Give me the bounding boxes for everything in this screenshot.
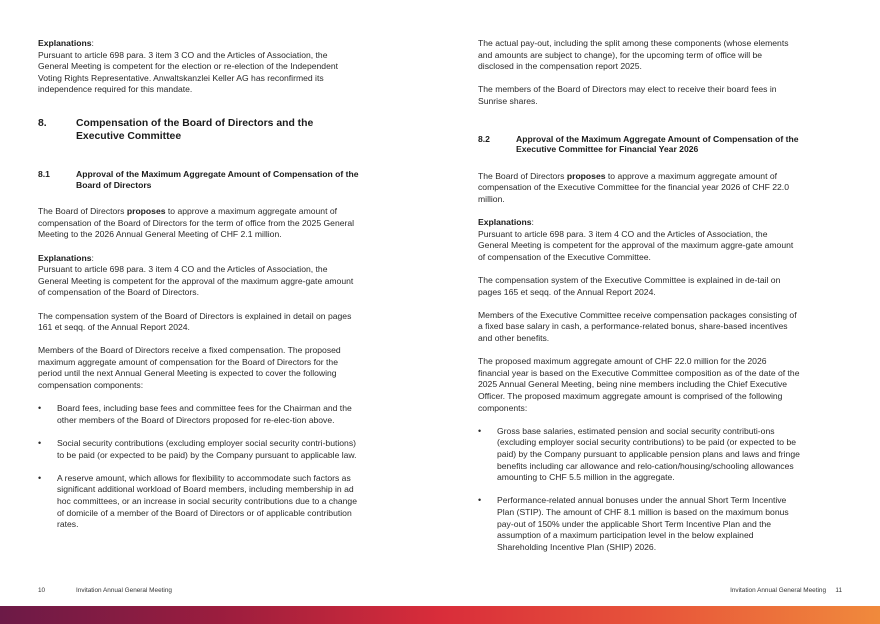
brand-gradient-bar bbox=[0, 606, 880, 624]
text-run: to approve a maximum aggregate amount of compensation of the Board of Directors for the term of office from the 2025 General Meeting to the 2026 Annual General Meeting of CHF 2.1 million. bbox=[38, 206, 355, 240]
left-column bbox=[38, 38, 360, 542]
subsection-heading-8-1 bbox=[38, 169, 360, 190]
subsection-heading-8-2 bbox=[478, 134, 800, 155]
body-paragraph: The compensation system of the Board of Directors is explained in detail on pages 161 et seqq. of the Annual Report 2024. bbox=[38, 310, 352, 333]
proposal-paragraph bbox=[38, 206, 360, 241]
list-item-text: A reserve amount, which allows for flexibility to accommodate such factors as significant additional workload of Board members, including membership in ad hoc committees, or an increase in social security contributions due to a change of domicile of a member of the Board of Directors or of applicable contribution rates. bbox=[57, 472, 357, 530]
explanation-label: Explanations bbox=[38, 252, 92, 263]
text-run: to approve a maximum aggregate amount of compensation of the Executive Committee for the financial year 2026 of CHF 22.0 million. bbox=[478, 170, 789, 204]
bullet-icon: • bbox=[38, 403, 42, 414]
bullet-list bbox=[38, 403, 360, 531]
body-paragraph: The actual pay-out, including the split among these components (whose elements and amounts are subject to change), for the upcoming term of office will be disclosed in the compensation report 2025. bbox=[478, 38, 789, 72]
body-paragraph: Members of the Board of Directors receive a fixed compensation. The proposed maximum aggregate amount of compensation for the Board of Directors for the period until the next Annual General Meeting is expected to cover the following compensation components: bbox=[38, 345, 341, 391]
list-item bbox=[38, 438, 360, 461]
section-heading-8 bbox=[38, 117, 360, 143]
subsection-number: 8.2 bbox=[478, 133, 490, 144]
explanation-text: Pursuant to article 698 para. 3 item 4 CO and the Articles of Association, the General Meeting is competent for the approval of the maximum aggre-gate amount of compensation of the Executive Committee. bbox=[478, 228, 794, 262]
explanation-paragraph bbox=[38, 253, 360, 299]
page-number-left: 10 bbox=[38, 587, 46, 594]
explanation-colon: : bbox=[91, 38, 94, 48]
explanation-paragraph bbox=[478, 217, 800, 263]
list-item bbox=[38, 473, 360, 531]
proposes-emphasis: proposes bbox=[126, 206, 166, 217]
bullet-list bbox=[478, 426, 800, 554]
bullet-icon: • bbox=[38, 472, 42, 483]
explanation-label: Explanations bbox=[478, 217, 532, 228]
proposes-emphasis: proposes bbox=[566, 170, 606, 181]
footer-right bbox=[730, 587, 842, 594]
body-paragraph: The compensation system of the Executive Committee is explained in de-tail on pages 165 et seqq. of the Annual Report 2024. bbox=[478, 275, 781, 297]
explanation-colon: : bbox=[91, 252, 94, 263]
list-item-text: Performance-related annual bonuses under the annual Short Term Incentive Plan (STIP). The amount of CHF 8.1 million is based on the maximum bonus pay-out of 150% under the applicable Short Term Incentive Plan and the assumption of a maximum participation level in the below explained Shareholding Incentive Plan (SHIP) 2026. bbox=[497, 495, 789, 552]
list-item-text: Board fees, including base fees and committee fees for the Chairman and the other members of the Board of Directors proposed for re-elec-tion above. bbox=[57, 403, 352, 425]
body-paragraph: Members of the Executive Committee receive compensation packages consisting of a fixed base salary in cash, a performance-related bonus, share-based incentives and other benefits. bbox=[478, 309, 797, 344]
list-item bbox=[38, 403, 360, 426]
list-item-text: Gross base salaries, estimated pension and social security contributi-ons (excluding employer social security contributions) to be paid (or expected to be paid) by the Company pursuant to applicable pension plans and laws and fringe benefits including car allowance and relo-cation/housing/schooling allowances amounting to CHF 5.5 million in the aggregate. bbox=[497, 425, 800, 483]
list-item bbox=[478, 495, 800, 553]
section-number: 8. bbox=[38, 117, 47, 129]
body-paragraph: The proposed maximum aggregate amount of CHF 22.0 million for the 2026 financial year is based on the Executive Committee composition as of the date of the 2025 Annual General Meeting, being nine members including the Chief Executive Officer. The proposed maximum aggregate amount is comprised of the following components: bbox=[478, 356, 800, 413]
explanation-text: Pursuant to article 698 para. 3 item 3 CO and the Articles of Association, the General Meeting is competent for the election or re-election of the Independent Voting Rights Representative. Anwaltskanzlei Keller AG has reconfirmed its independence required for this mandate. bbox=[38, 49, 339, 95]
explanation-paragraph bbox=[38, 38, 360, 96]
subsection-number: 8.1 bbox=[38, 168, 50, 179]
right-column bbox=[478, 38, 800, 565]
explanation-label: Explanations bbox=[38, 38, 92, 48]
footer-title-left: Invitation Annual General Meeting bbox=[76, 587, 172, 594]
proposal-paragraph bbox=[478, 171, 800, 206]
bullet-icon: • bbox=[478, 495, 482, 506]
explanation-text: Pursuant to article 698 para. 3 item 4 CO and the Articles of Association, the General Meeting is competent for the approval of the maximum aggre-gate amount of compensation of the Board of Directors. bbox=[38, 264, 354, 298]
text-run: The Board of Directors bbox=[38, 206, 127, 217]
body-paragraph: The members of the Board of Directors may elect to receive their board fees in Sunrise shares. bbox=[478, 84, 777, 106]
page-number-right: 11 bbox=[835, 587, 842, 594]
subsection-title: Approval of the Maximum Aggregate Amount of Compensation of the Executive Committee for Financial Year 2026 bbox=[516, 133, 799, 155]
list-item bbox=[478, 426, 800, 484]
subsection-title: Approval of the Maximum Aggregate Amount of Compensation of the Board of Directors bbox=[76, 168, 359, 190]
list-item-text: Social security contributions (excluding employer social security contri-butions) to be paid (or expected to be paid) by the Company pursuant to applicable law. bbox=[57, 438, 357, 460]
bullet-icon: • bbox=[478, 425, 482, 436]
text-run: The Board of Directors bbox=[478, 170, 567, 181]
section-title: Compensation of the Board of Directors and the Executive Committee bbox=[76, 117, 314, 142]
footer-left bbox=[38, 587, 172, 594]
bullet-icon: • bbox=[38, 438, 42, 449]
footer-title-right: Invitation Annual General Meeting bbox=[730, 587, 826, 594]
explanation-colon: : bbox=[531, 217, 534, 228]
